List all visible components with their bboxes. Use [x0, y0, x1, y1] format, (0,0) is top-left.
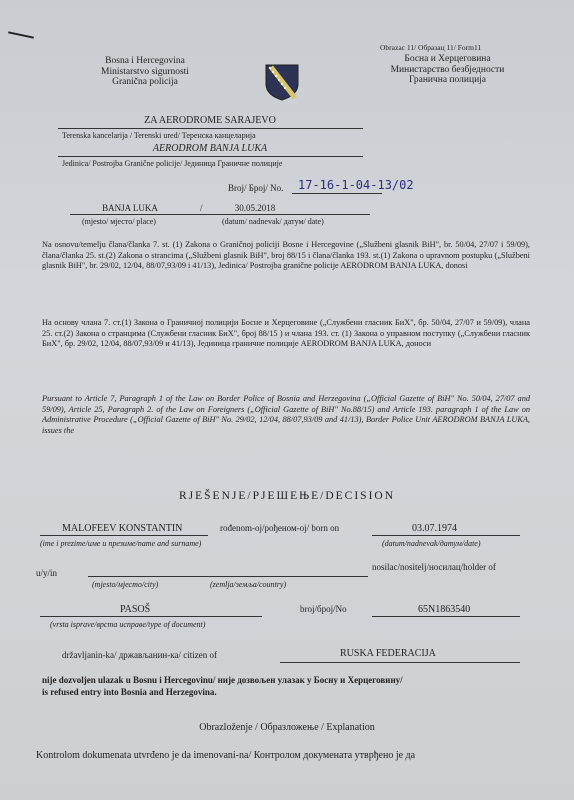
- refusal-line-2: is refused entry into Bosnia and Herzegovina.: [42, 687, 217, 697]
- ref-place-label: (mjesto/ мјесто/ place): [82, 217, 156, 226]
- legal-basis-bs: Na osnovu/temelju člana/članka 7. st. (1) Zakona o Graničnoj policiji Bosne i Hercegovine („Službeni glasnik BiH", br. 50/04, 27/07 i 59/09), člana/članka 25. st.(2) Zakona o strancima („Službeni glasnik BiH", broj 88/15 i člana/članka 193. st.(1) Zakona o upravnom postupku („Službeni glasnik BiH", br. 29/02, 12/04, 88/07,93/09 i 41/13), Jedinica/ Postrojba granične policije AERODROM BANJA LUKA, donosi: [42, 240, 530, 270]
- name-label: (ime i prezime/име и презиме/name and surname): [40, 539, 202, 548]
- refusal-line-1: nije dozvoljen ulazak u Bosnu i Hercegovinu/ није дозвољен улазак у Босну и Херцеговину/: [42, 675, 403, 685]
- ref-date: 30.05.2018: [234, 203, 276, 213]
- office-unit: AERODROM BANJA LUKA: [152, 143, 268, 154]
- office-name: ZA AERODROME SARAJEVO: [144, 115, 276, 126]
- header-left-line: Bosna i Hercegovina: [105, 56, 185, 66]
- document-number: 65N1863540: [418, 604, 471, 615]
- header-right-line: Гранична полиција: [408, 75, 487, 85]
- date-of-birth: 03.07.1974: [412, 523, 457, 534]
- form-number: Obrazac 11/ Образац 11/ Form11: [380, 43, 482, 52]
- document-number-label: broj/број/No: [300, 604, 347, 614]
- citizenship: RUSKA FEDERACIJA: [340, 648, 436, 659]
- header-left: [70, 56, 220, 88]
- dob-label: (datum/nadnevak/датум/date): [382, 539, 481, 548]
- header-left-line: Ministarstvo sigurnosti: [101, 66, 189, 77]
- explanation-title: Obrazloženje / Образложење / Explanation: [199, 722, 375, 733]
- pen-mark: [8, 31, 34, 38]
- header-right-line: Босна и Херцеговина: [404, 54, 491, 64]
- header-left-line: Granična policija: [112, 77, 178, 87]
- decision-title: RJEŠENJE/РЈЕШЕЊЕ/DECISION: [178, 490, 396, 502]
- ref-place: BANJA LUKA: [102, 203, 158, 213]
- coat-of-arms-icon: [262, 62, 302, 102]
- country-label: (zemlja/земља/country): [210, 580, 287, 589]
- holder-label: nosilac/nositelj/носилац/holder of: [372, 562, 496, 572]
- citizen-label: državljanin-ka/ држављанин-ка/ citizen of: [62, 650, 217, 660]
- office-name-label: Terenska kancelarija / Terenski ured/ Теренска канцеларија: [62, 131, 256, 140]
- legal-basis-sr: На основу члана 7. ст.(1) Закона о Граничној полицији Босне и Херцеговине („Службени гласник БиХ", бр. 50/04, 27/07 и 59/09), члана 25. ст.(2) Закона о странцима (Службени гласник БиХ", број 88/15 ) и члана 193. ст. (1) Закона о управном поступку („Службени гласник БиХ", бр. 29/02, 12/04, 88/07,93/09 и 41/13), Јединица граничне полиције AERODROM BANJA LUKA, доноси: [42, 318, 530, 348]
- ref-number: 17-16-1-04-13/02: [298, 178, 414, 192]
- legal-basis-en: Pursuant to Article 7, Paragraph 1 of the Law on Border Police of Bosnia and Herzegovina („Official Gazette of BiH" No. 50/04, 27/07 and 59/09), Article 25, Paragraph 2. of the Law on Foreigners („Official Gazette of BiH" No.88/15) and Article 193. paragraph 1 of the Law on Administrative Procedure („Official Gazette of BiH" No. 29/02, 12/04, 88/07,93/09 and 41/13), Border Police Unit AERODROM BANJA LUKA, issues the: [42, 394, 530, 435]
- document-type: PASOŠ: [120, 604, 151, 615]
- header-right: [360, 54, 535, 86]
- document-type-label: (vrsta isprave/врста исправе/type of document): [50, 620, 206, 629]
- ref-date-label: (datum/ nadnevak/ датум/ date): [222, 217, 324, 226]
- explanation-text: Kontrolom dokumenata utvrđeno je da imenovani-na/ Контролом докумената утврђено је да: [36, 750, 416, 761]
- in-label: u/у/in: [36, 568, 58, 578]
- born-label: rođenom-oj/рођеном-ој/ born on: [220, 523, 340, 533]
- ref-number-label: Broj/ Број/ No.: [228, 183, 284, 193]
- place-label: (mjesto/мјесто/city): [92, 580, 159, 589]
- header-right-line: Министарство безбједности: [390, 64, 505, 75]
- person-name: MALOFEEV KONSTANTIN: [62, 523, 183, 534]
- document-page: Obrazac 11/ Образац 11/ Form11 Bosna i Hercegovina Ministarstvo sigurnosti Granična policija Босна и Херцеговина Министарство безбједности Гранична полиција ZA AERODROME SARAJEVO Terenska kancelarija / Terenski ured/ Теренска канцеларија AERODROM BANJA LUKA Jedinica/ Postrojba Granične policije/ Јединица Граничне полиције Broj/ Број/ No. 17-16-1-04-13/02 BANJA LUKA / 30.05.2018 (mjesto/ мјесто/ place) (datum/ nadnevak/ датум/ date) Na osnovu/temelju člana/članka 7. st. (1) Zakona o Graničnoj policiji Bosne i Hercegovine („Službeni glasnik BiH", br. 50/04, 27/07 i 59/09), člana/članka 25. st.(2) Zakona o strancima („Službeni glasnik BiH", broj 88/15 i člana/članka 193. st.(1) Zakona o upravnom postupku („Službeni glasnik BiH", br. 29/02, 12/04, 88/07,93/09 i 41/13), Jedinica/ Postrojba granične policije AERODROM BANJA LUKA, donosi На основу члана 7. ст.(1) Закона о Граничној полицији Босне и Херцеговине („Службени гласник БиХ", бр. 50/04, 27/07 и 59/09), члана 25. ст.(2) Закона о странцима (Службени гласник БиХ", број 88/15 ) и члана 193. ст. (1) Закона о управном поступку („Службени гласник БиХ", бр. 29/02, 12/04, 88/07,93/09 и 41/13), Јединица граничне полиције AERODROM BANJA LUKA, доноси Pursuant to Article 7, Paragraph 1 of the Law on Border Police of Bosnia and Herzegovina („Official Gazette of BiH" No. 50/04, 27/07 and 59/09), Article 25, Paragraph 2. of the Law on Foreigners („Official Gazette of BiH" No.88/15) and Article 193. paragraph 1 of the Law on Administrative Procedure („Official Gazette of BiH" No. 29/02, 12/04, 88/07,93/09 and 41/13), Border Police Unit AERODROM BANJA LUKA, issues the RJEŠENJE/РЈЕШЕЊЕ/DECISION MALOFEEV KONSTANTIN rođenom-oj/рођеном-ој/ born on 03.07.1974 (ime i prezime/име и презиме/name and surname) (datum/nadnevak/датум/date) u/у/in nosilac/nositelj/носилац/holder of (mjesto/мјесто/city) (zemlja/земља/country) PASOŠ broj/број/No 65N1863540 (vrsta isprave/врста исправе/type of document) državljanin-ka/ држављанин-ка/ citizen of RUSKA FEDERACIJA nije dozvoljen ulazak u Bosnu i Hercegovinu/ није дозвољен улазак у Босну и Херцеговину/ is refused entry into Bosnia and Herzegovina. Obrazloženje / Образложење / Explanation Kontrolom dokumenata utvrđeno je da imenovani-na/ Контролом докумената утврђено је да: [0, 0, 574, 800]
- office-unit-label: Jedinica/ Postrojba Granične policije/ Јединица Граничне полиције: [62, 159, 283, 168]
